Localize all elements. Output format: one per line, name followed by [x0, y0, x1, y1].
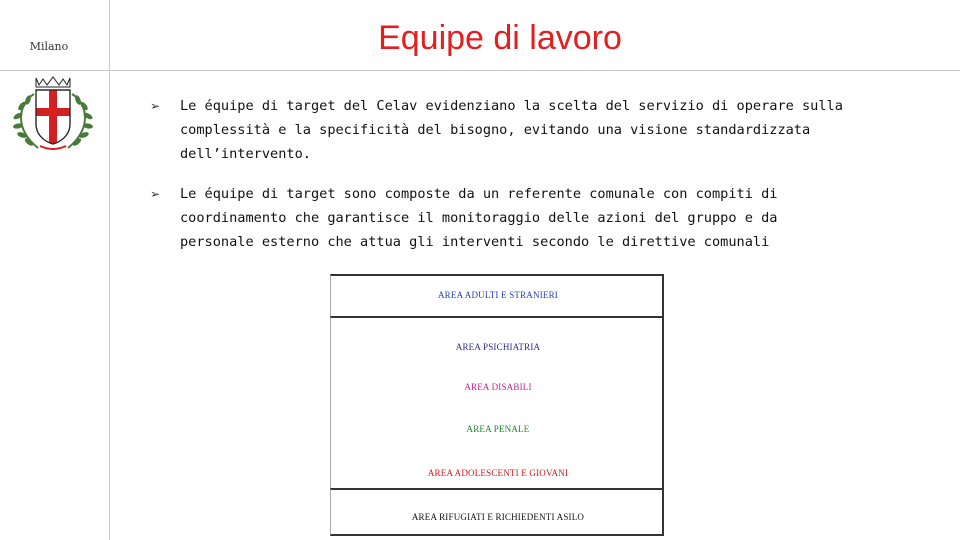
header-divider	[0, 70, 960, 71]
area-box-rifugiati	[330, 488, 664, 536]
city-label: Milano	[29, 40, 69, 53]
area-label-psichiatria: AREA PSICHIATRIA	[455, 342, 541, 352]
area-label-adolescenti: AREA ADOLESCENTI E GIOVANI	[427, 468, 569, 478]
arrow-bullet-icon: ➢	[150, 187, 161, 201]
milano-crest-icon	[8, 74, 98, 154]
area-label-rifugiati: AREA RIFUGIATI E RICHIEDENTI ASILO	[411, 512, 585, 522]
bullet-text: Le équipe di target sono composte da un referente comunale con compiti di coordinamento che garantisce il monitoraggio delle azioni del gruppo e da personale esterno che attua gli interventi secondo le direttive comunali	[180, 186, 778, 250]
area-box-adulti	[330, 274, 664, 318]
bullet-item	[150, 94, 850, 166]
page-title: Equipe di lavoro	[378, 19, 622, 57]
bullet-item	[150, 182, 850, 254]
area-label-disabili: AREA DISABILI	[464, 382, 532, 392]
arrow-bullet-icon: ➢	[150, 99, 161, 113]
area-box-group	[330, 316, 664, 490]
bullet-text: Le équipe di target del Celav evidenziano la scelta del servizio di operare sulla complessità e la specificità del bisogno, evitando una visione standardizzata dell’intervento.	[180, 98, 843, 162]
area-label-penale: AREA PENALE	[466, 424, 530, 434]
area-label-adulti: AREA ADULTI E STRANIERI	[437, 290, 559, 300]
bullet-list	[150, 94, 850, 254]
